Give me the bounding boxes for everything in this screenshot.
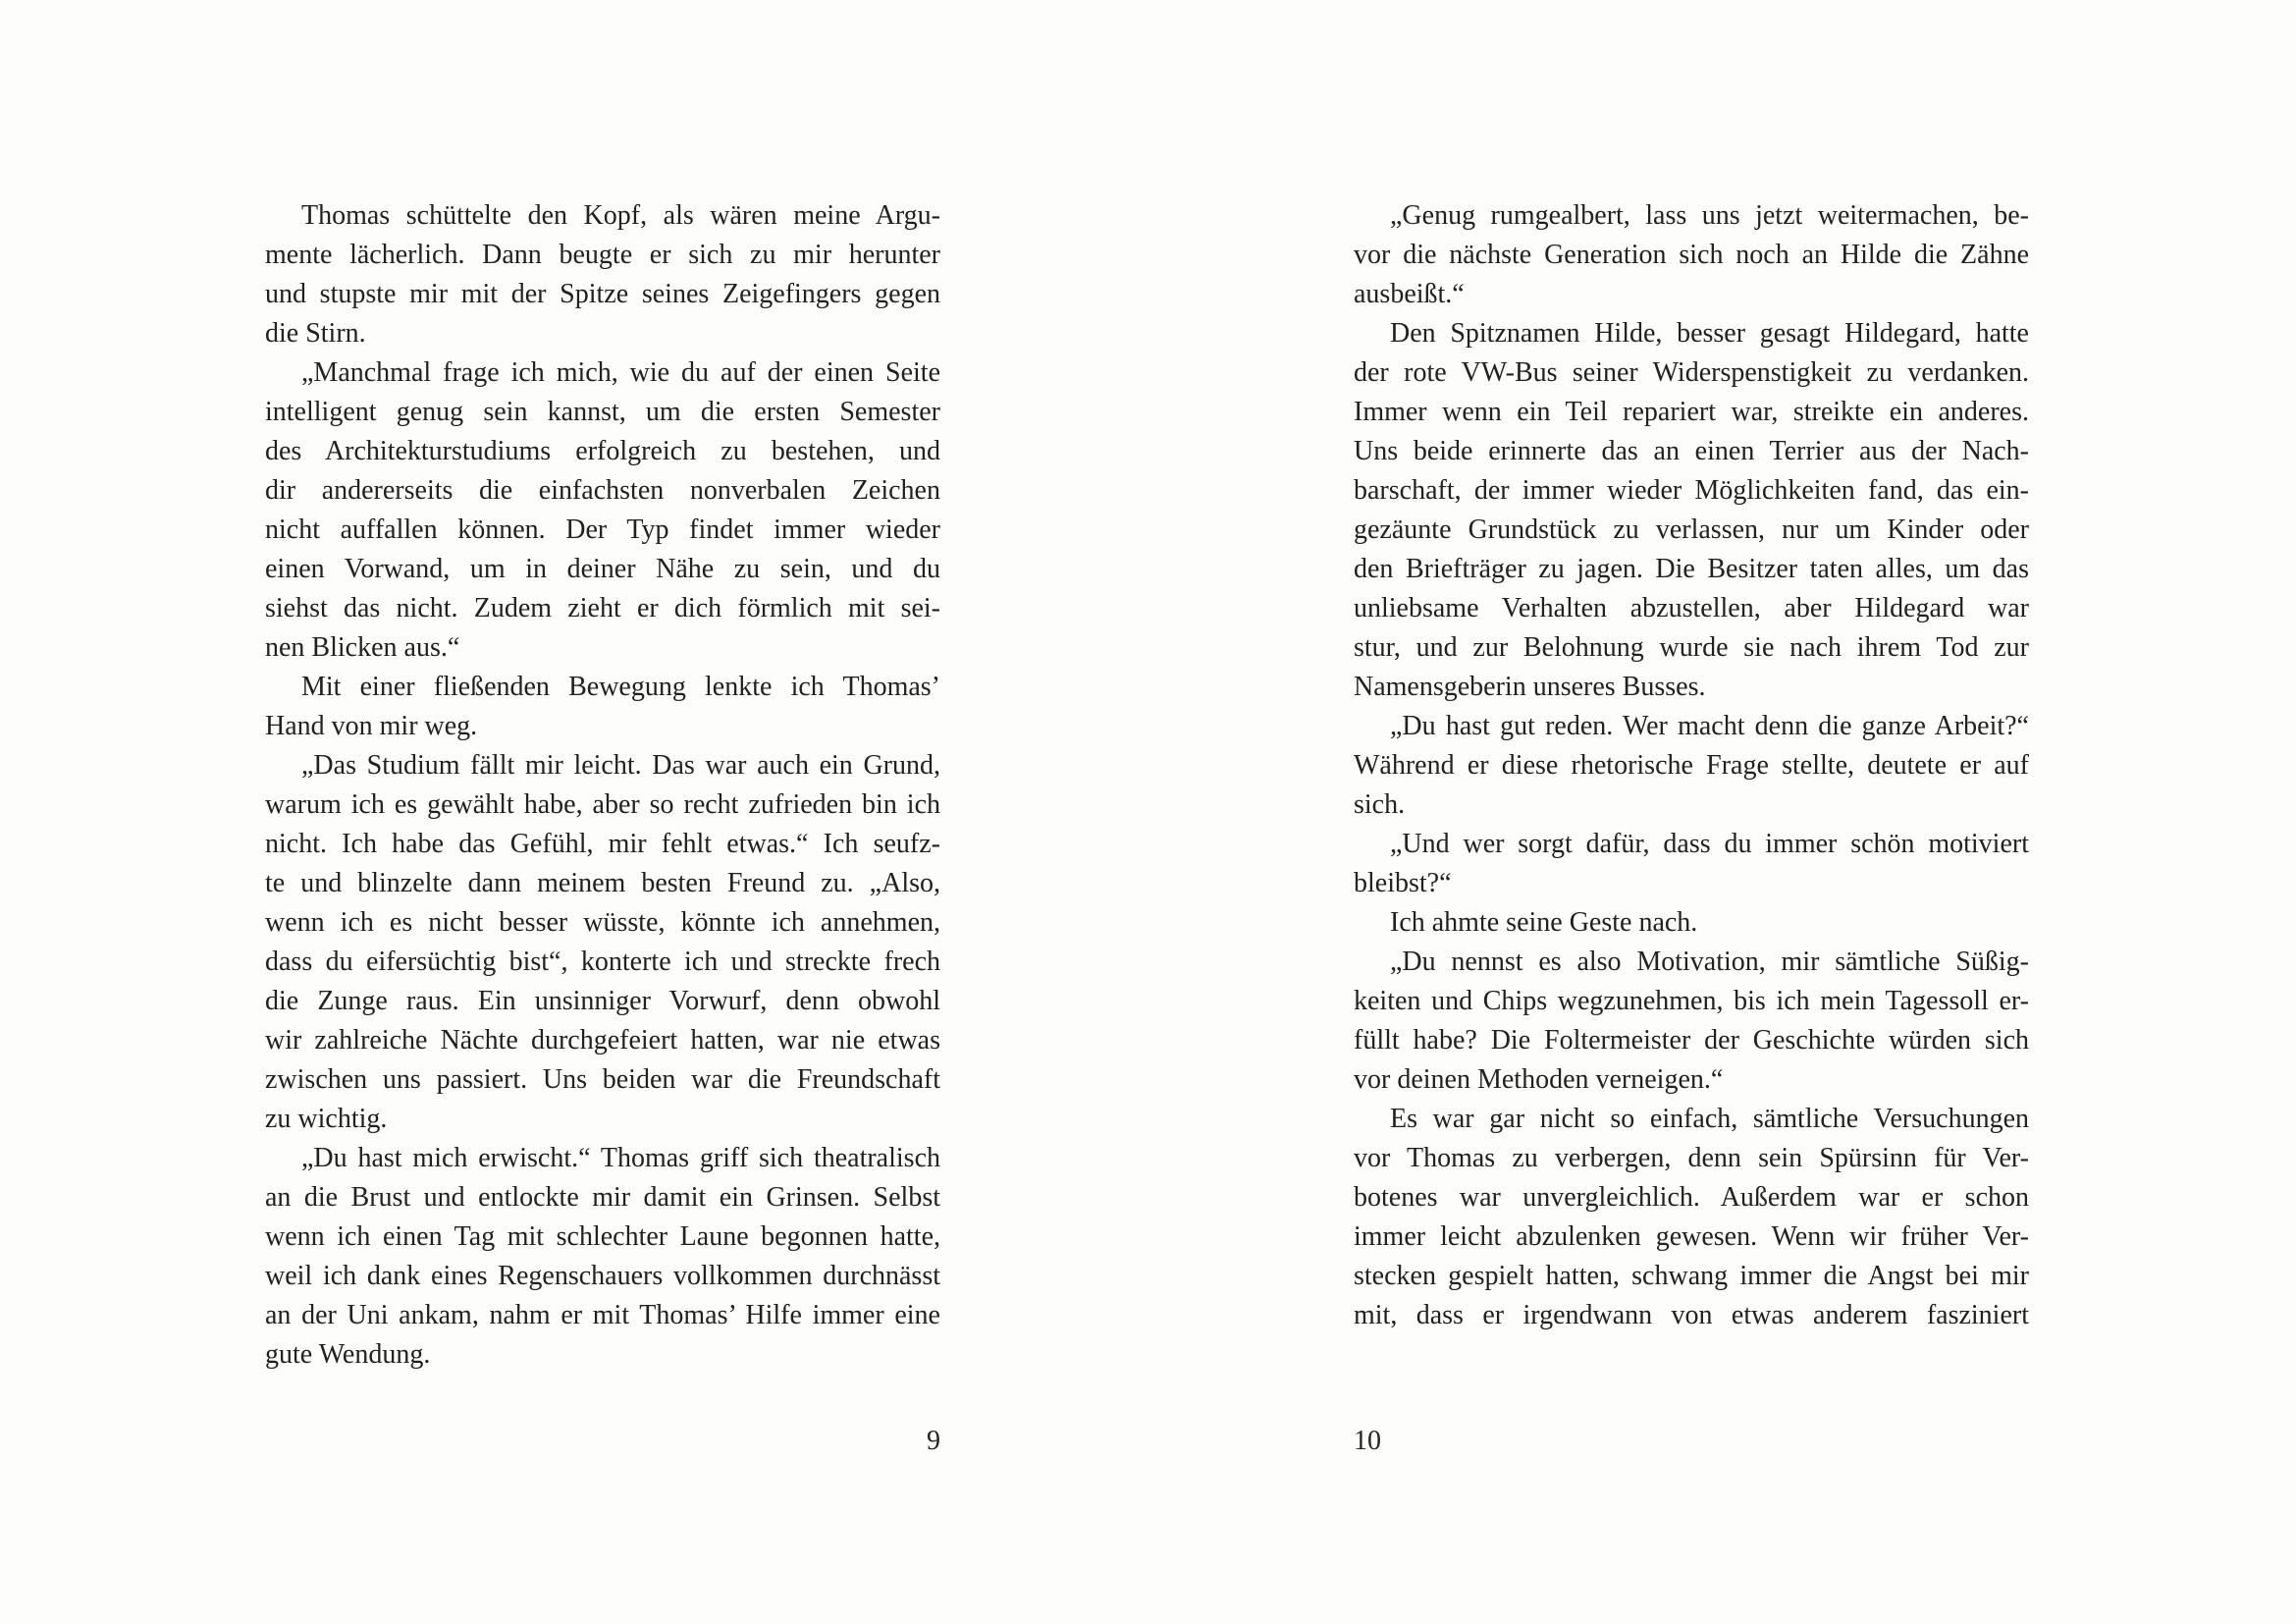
text-line: stecken gespielt hatten, schwang immer die Angst bei mir [1354,1261,2029,1291]
text-line: Thomas schüttelte den Kopf, als wären meine Argu- [301,200,940,231]
text-line: ausbeißt.“ [1354,279,1465,309]
text-line: Immer wenn ein Teil repariert war, streikte ein anderes. [1354,397,2029,427]
text-line: dass du eifersüchtig bist“, konterte ich und streckte frech [265,947,940,977]
text-line: immer leicht abzulenken gewesen. Wenn wir früher Ver- [1354,1221,2029,1252]
text-line: der rote VW-Bus seiner Widerspenstigkeit zu verdanken. [1354,357,2029,388]
text-line: einen Vorwand, um in deiner Nähe zu sein, und du [265,554,940,584]
text-line: gezäunte Grundstück zu verlassen, nur um Kinder oder [1354,514,2029,545]
text-line: mente lächerlich. Dann beugte er sich zu mir herunter [265,240,940,270]
text-line: „Du nennst es also Motivation, mir sämtliche Süßig- [1390,947,2029,977]
text-line: nicht auffallen können. Der Typ findet immer wieder [265,514,940,545]
text-line: Den Spitznamen Hilde, besser gesagt Hildegard, hatte [1390,318,2029,349]
text-line: stur, und zur Belohnung wurde sie nach ihrem Tod zur [1354,632,2029,663]
text-line: „Das Studium fällt mir leicht. Das war auch ein Grund, [301,750,940,781]
text-line: siehst das nicht. Zudem zieht er dich förmlich mit sei- [265,593,940,623]
text-line: zwischen uns passiert. Uns beiden war die Freundschaft [265,1064,940,1095]
page-number-right: 10 [1354,1426,1381,1456]
text-line: wenn ich es nicht besser wüsste, könnte ich annehmen, [265,907,940,938]
text-line: keiten und Chips wegzunehmen, bis ich mein Tagessoll er- [1354,986,2029,1016]
text-line: bleibst?“ [1354,868,1452,898]
text-line: vor die nächste Generation sich noch an Hilde die Zähne [1354,240,2029,270]
text-line: „Du hast gut reden. Wer macht denn die ganze Arbeit?“ [1390,711,2029,741]
text-line: dir andererseits die einfachsten nonverbalen Zeichen [265,475,940,506]
text-column-left-page [265,196,940,1375]
text-line: an der Uni ankam, nahm er mit Thomas’ Hilfe immer eine [265,1300,940,1330]
text-line: vor deinen Methoden verneigen.“ [1354,1064,1724,1095]
text-line: mit, dass er irgendwann von etwas anderem fasziniert [1354,1300,2029,1330]
text-line: Mit einer fließenden Bewegung lenkte ich Thomas’ [301,672,940,702]
text-line: Hand von mir weg. [265,711,478,741]
text-line: „Und wer sorgt dafür, dass du immer schön motiviert [1390,829,2029,859]
text-line: an die Brust und entlockte mir damit ein Grinsen. Selbst [265,1182,940,1213]
text-line: „Manchmal frage ich mich, wie du auf der einen Seite [301,357,940,388]
text-line: „Genug rumgealbert, lass uns jetzt weitermachen, be- [1390,200,2029,231]
text-line: den Briefträger zu jagen. Die Besitzer taten alles, um das [1354,554,2029,584]
text-line: nicht. Ich habe das Gefühl, mir fehlt etwas.“ Ich seufz- [265,829,940,859]
text-line: nen Blicken aus.“ [265,632,460,663]
text-line: Es war gar nicht so einfach, sämtliche Versuchungen [1390,1104,2029,1134]
text-line: gute Wendung. [265,1339,431,1370]
text-line: Während er diese rhetorische Frage stellte, deutete er auf [1354,750,2029,781]
text-line: und stupste mir mit der Spitze seines Zeigefingers gegen [265,279,940,309]
text-line: Namensgeberin unseres Busses. [1354,672,1706,702]
text-line: „Du hast mich erwischt.“ Thomas griff sich theatralisch [301,1143,940,1173]
text-line: die Zunge raus. Ein unsinniger Vorwurf, denn obwohl [265,986,940,1016]
text-line: botenes war unvergleichlich. Außerdem war er schon [1354,1182,2029,1213]
text-line: die Stirn. [265,318,366,349]
text-line: wenn ich einen Tag mit schlechter Laune begonnen hatte, [265,1221,940,1252]
text-line: des Architekturstudiums erfolgreich zu bestehen, und [265,436,940,466]
text-line: sich. [1354,789,1406,820]
text-line: wir zahlreiche Nächte durchgefeiert hatten, war nie etwas [265,1025,940,1056]
text-line: unliebsame Verhalten abzustellen, aber Hildegard war [1354,593,2029,623]
text-line: warum ich es gewählt habe, aber so recht zufrieden bin ich [265,789,940,820]
text-line: intelligent genug sein kannst, um die ersten Semester [265,397,940,427]
page-number-left: 9 [927,1426,940,1456]
text-line: Ich ahmte seine Geste nach. [1390,907,1698,938]
text-line: weil ich dank eines Regenschauers vollkommen durchnässt [265,1261,940,1291]
text-line: Uns beide erinnerte das an einen Terrier aus der Nach- [1354,436,2029,466]
text-line: vor Thomas zu verbergen, denn sein Spürsinn für Ver- [1354,1143,2029,1173]
text-line: te und blinzelte dann meinem besten Freund zu. „Also, [265,868,940,898]
text-column-right-page [1354,196,2029,1335]
text-line: füllt habe? Die Foltermeister der Geschichte würden sich [1354,1025,2029,1056]
text-line: zu wichtig. [265,1104,388,1134]
text-line: barschaft, der immer wieder Möglichkeiten fand, das ein- [1354,475,2029,506]
